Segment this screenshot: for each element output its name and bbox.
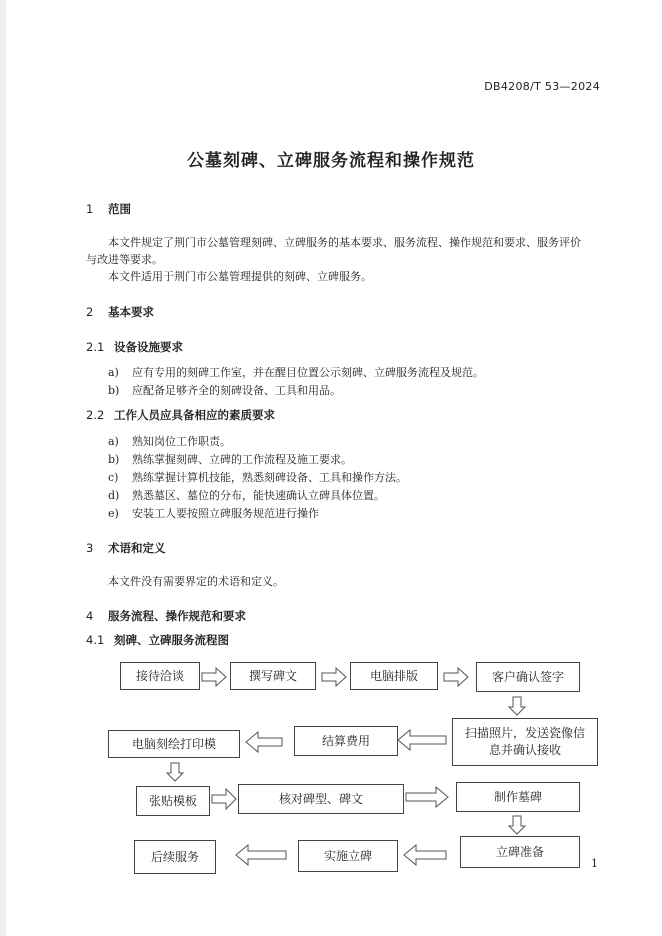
- list-item-label: a): [108, 435, 119, 448]
- flow-step-settle-fee: 结算费用: [294, 726, 398, 756]
- flow-step-prepare-erect: 立碑准备: [460, 836, 580, 868]
- document-code: DB4208/T 53—2024: [484, 80, 600, 93]
- list-item: [108, 487, 385, 503]
- flow-step-make-tomb: 制作墓碑: [456, 782, 580, 812]
- flow-step-follow-up: 后续服务: [134, 840, 216, 874]
- flow-step-erect: 实施立碑: [298, 840, 398, 872]
- section-title: 服务流程、操作规范和要求: [108, 609, 246, 623]
- list-item: [108, 469, 407, 485]
- arrow-right-icon: [322, 668, 346, 686]
- arrow-right-icon: [406, 787, 448, 807]
- list-item: [108, 364, 484, 380]
- list-item-text: 熟悉墓区、墓位的分布，能快速确认立碑具体位置。: [132, 489, 385, 502]
- list-item: [108, 433, 231, 449]
- flow-step-scan-photo-line-2: 息并确认接收: [488, 743, 561, 757]
- flow-step-check-text: 核对碑型、碑文: [238, 784, 404, 814]
- list-item-label: b): [108, 384, 120, 397]
- section-4-1-heading: [86, 632, 229, 648]
- flow-step-scan-photo: [452, 718, 598, 766]
- flow-step-computer-engrave: 电脑刻绘打印模: [108, 730, 240, 758]
- page-edge: [0, 0, 6, 936]
- section-1-paragraph-2: 本文件适用于荆门市公墓管理提供的刻碑、立碑服务。: [108, 270, 372, 283]
- page-title: 公墓刻碑、立碑服务流程和操作规范: [187, 151, 475, 171]
- arrow-left-icon: [246, 732, 282, 752]
- section-number: 4: [86, 609, 94, 623]
- page-number: 1: [591, 857, 598, 870]
- list-item-label: b): [108, 453, 120, 466]
- list-item-text: 应有专用的刻碑工作室，并在醒目位置公示刻碑、立碑服务流程及规范。: [132, 366, 484, 379]
- section-1-paragraph-1-line-2: 与改进等要求。: [86, 253, 163, 266]
- arrow-left-icon: [404, 845, 446, 865]
- arrow-down-icon: [509, 816, 525, 834]
- arrow-left-icon: [236, 845, 286, 865]
- list-item-label: a): [108, 366, 119, 379]
- list-item: [108, 382, 341, 398]
- section-number: 3: [86, 541, 94, 555]
- list-item-text: 应配备足够齐全的刻碑设备、工具和用品。: [132, 384, 341, 397]
- flow-step-reception: 接待洽谈: [120, 662, 200, 690]
- list-item-text: 熟练掌握刻碑、立碑的工作流程及施工要求。: [132, 453, 352, 466]
- section-number: 2: [86, 305, 94, 319]
- flow-step-write-text: 撰写碑文: [230, 662, 316, 690]
- arrow-left-icon: [398, 730, 446, 750]
- flow-step-paste-template: 张贴模板: [136, 786, 210, 816]
- section-title: 基本要求: [108, 305, 154, 319]
- section-title: 工作人员应具备相应的素质要求: [114, 408, 275, 422]
- section-title: 刻碑、立碑服务流程图: [114, 633, 229, 647]
- flow-step-computer-layout: 电脑排版: [350, 662, 438, 690]
- section-number: 2.1: [86, 340, 105, 354]
- section-3-paragraph: 本文件没有需要界定的术语和定义。: [108, 575, 284, 588]
- list-item-label: e): [108, 507, 119, 520]
- arrow-down-icon: [167, 763, 183, 781]
- section-title: 范围: [108, 202, 131, 216]
- section-3-heading: [86, 540, 166, 556]
- section-number: 4.1: [86, 633, 105, 647]
- arrow-right-icon: [444, 668, 468, 686]
- section-number: 1: [86, 202, 94, 216]
- list-item: [108, 505, 319, 521]
- list-item-label: d): [108, 489, 120, 502]
- arrow-right-icon: [212, 789, 236, 809]
- arrow-down-icon: [509, 697, 525, 715]
- section-number: 2.2: [86, 408, 105, 422]
- section-4-heading: [86, 608, 246, 624]
- section-2-1-heading: [86, 339, 183, 355]
- section-1-paragraph-1-line-1: 本文件规定了荆门市公墓管理刻碑、立碑服务的基本要求、服务流程、操作规范和要求、服务评价: [108, 236, 581, 249]
- section-title: 术语和定义: [108, 541, 166, 555]
- list-item-text: 熟练掌握计算机技能，熟悉刻碑设备、工具和操作方法。: [132, 471, 407, 484]
- list-item: [108, 451, 352, 467]
- flow-step-scan-photo-line-1: 扫描照片，发送瓷像信: [464, 726, 585, 740]
- section-title: 设备设施要求: [114, 340, 183, 354]
- list-item-label: c): [108, 471, 119, 484]
- list-item-text: 熟知岗位工作职责。: [132, 435, 231, 448]
- flow-step-customer-sign: 客户确认签字: [476, 662, 580, 692]
- section-1-heading: [86, 201, 131, 217]
- section-2-2-heading: [86, 407, 275, 423]
- arrow-right-icon: [202, 668, 226, 686]
- section-2-heading: [86, 304, 154, 320]
- list-item-text: 安装工人要按照立碑服务规范进行操作: [132, 507, 319, 520]
